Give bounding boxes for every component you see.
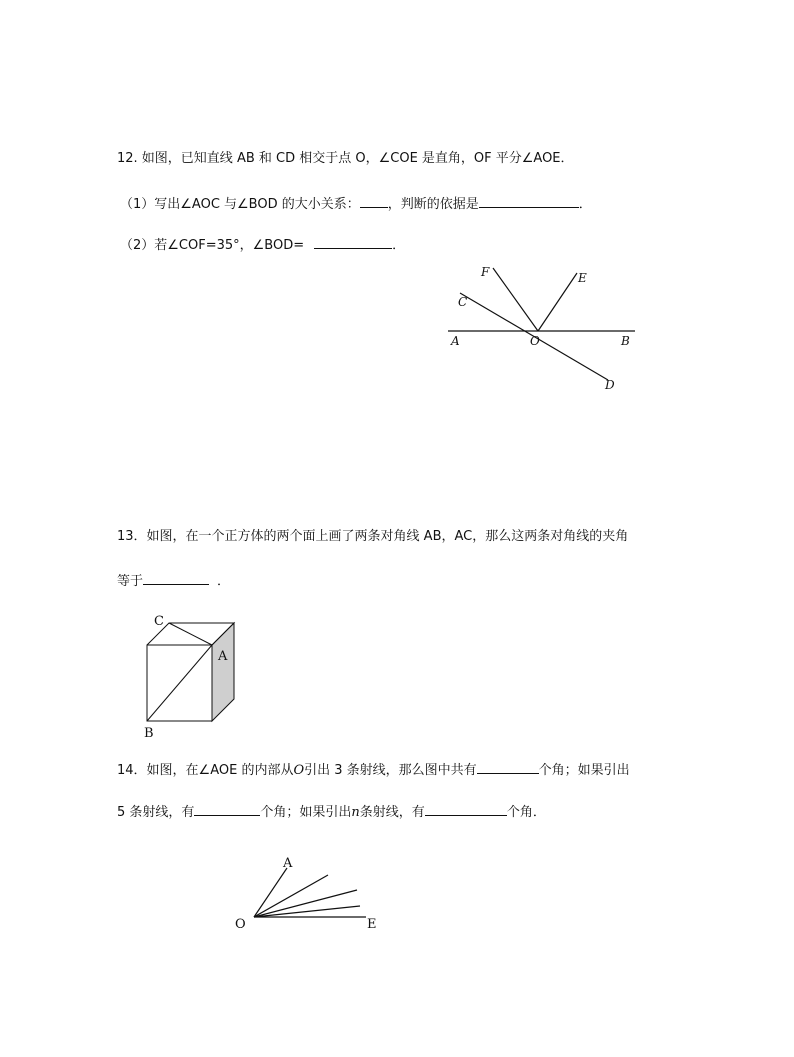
q13-line2-end: ． [217, 574, 231, 589]
label-a: A [451, 334, 460, 348]
q12-part2-end: ． [392, 238, 406, 253]
q12-stem: 12. 如图，已知直线 AB 和 CD 相交于点 O，∠COE 是直角，OF 平分∠AOE． [117, 151, 574, 166]
label-b: B [621, 334, 630, 348]
label-e: E [578, 271, 587, 285]
q12-part1 [120, 194, 592, 214]
q14-line1-middle: 引出 3 条射线，那么图中共有 [304, 763, 477, 778]
answer-blank[interactable] [477, 760, 539, 774]
cube-side-face [212, 623, 234, 721]
q12-part2 [120, 235, 405, 255]
answer-blank[interactable] [479, 194, 579, 208]
q14-line2-middle: 个角；如果引出 [260, 805, 352, 820]
q13-stem: 13．如图，在一个正方体的两个面上画了两条对角线 AB，AC，那么这两条对角线的夹角 [117, 529, 629, 544]
q14-line2 [117, 802, 546, 822]
q14-line1-text: 14．如图，在∠AOE 的内部从 [117, 763, 294, 778]
q14-var-n: n [351, 805, 360, 820]
q12-figure [440, 260, 640, 395]
q14-line1-end: 个角；如果引出 [538, 763, 630, 778]
label-b: B [144, 726, 154, 741]
label-a: A [218, 649, 228, 664]
answer-blank[interactable] [143, 571, 209, 585]
label-e: E [367, 917, 377, 932]
label-o: O [235, 917, 246, 932]
ray-oe [538, 273, 577, 331]
answer-blank[interactable] [314, 235, 392, 249]
q13-line2-text: 等于 [117, 574, 144, 589]
label-o: O [530, 334, 540, 348]
q14-line2-end: 个角． [506, 805, 546, 820]
q14-line2-middle2: 条射线，有 [359, 805, 425, 820]
q12-part2-text: （2）若∠COF=35°，∠BOD= [120, 238, 305, 253]
answer-blank[interactable] [425, 802, 507, 816]
q13-cube-figure [140, 610, 250, 742]
q14-line1 [117, 760, 630, 780]
q14-rays-figure [230, 850, 390, 935]
answer-blank[interactable] [360, 194, 388, 208]
label-d: D [605, 378, 615, 392]
label-a: A [283, 856, 293, 871]
answer-blank[interactable] [194, 802, 260, 816]
q14-var-o: O [293, 763, 305, 778]
q14-line2-text: 5 条射线，有 [117, 805, 195, 820]
q12-part1-end: ． [578, 197, 592, 212]
ray-of [493, 268, 538, 331]
label-f: F [481, 265, 490, 279]
label-c: C [154, 614, 164, 629]
q12-part1-middle: ，判断的依据是 [387, 197, 479, 212]
diagonal-ac [169, 623, 212, 645]
q13-line2 [117, 571, 230, 591]
q12-part1-text: （1）写出∠AOC 与∠BOD 的大小关系： [120, 197, 360, 212]
label-c: C [458, 295, 468, 309]
